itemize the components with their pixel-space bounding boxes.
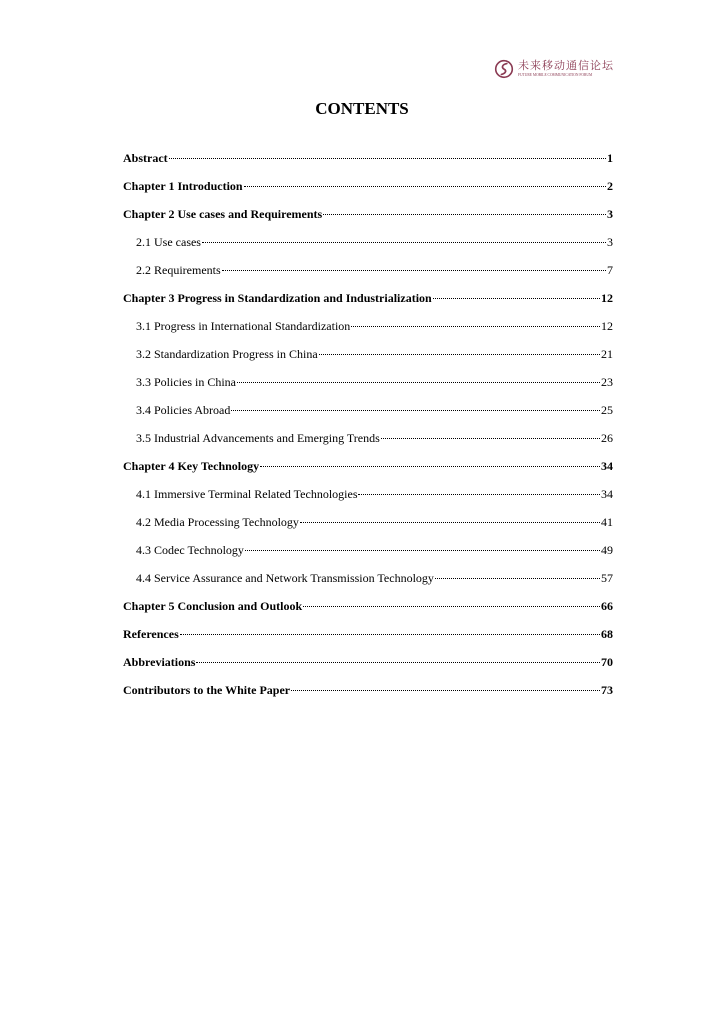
toc-dot-leader — [433, 298, 600, 299]
toc-entry-page-number: 23 — [601, 375, 613, 389]
toc-entry-page-number: 26 — [601, 431, 613, 445]
toc-entry-label: 3.2 Standardization Progress in China — [136, 347, 318, 361]
toc-dot-leader — [169, 158, 606, 159]
toc-entry-page-number: 34 — [601, 487, 613, 501]
toc-entry-page-number: 66 — [601, 599, 613, 613]
toc-entry-label: 4.1 Immersive Terminal Related Technologies — [136, 487, 358, 501]
toc-section-entry[interactable] — [123, 400, 613, 428]
toc-entry-page-number: 34 — [601, 459, 613, 473]
toc-entry-page-number: 3 — [607, 207, 613, 221]
toc-entry-page-number: 25 — [601, 403, 613, 417]
toc-chapter-entry[interactable] — [123, 652, 613, 680]
toc-entry-label: Chapter 2 Use cases and Requirements — [123, 207, 323, 221]
toc-entry-label: 2.2 Requirements — [136, 263, 221, 277]
toc-chapter-entry[interactable] — [123, 204, 613, 232]
toc-entry-page-number: 68 — [601, 627, 613, 641]
toc-dot-leader — [358, 494, 600, 495]
toc-chapter-entry[interactable] — [123, 624, 613, 652]
toc-entry-page-number: 12 — [601, 291, 613, 305]
toc-entry-label: References — [123, 627, 179, 641]
forum-logo-cn-text: 未来移动通信论坛 — [518, 60, 614, 72]
toc-entry-label: 4.4 Service Assurance and Network Transmission Technology — [136, 571, 434, 585]
toc-dot-leader — [237, 382, 600, 383]
toc-dot-leader — [351, 326, 600, 327]
toc-section-entry[interactable] — [123, 568, 613, 596]
forum-logo-icon — [494, 59, 514, 79]
table-of-contents — [123, 148, 613, 708]
toc-entry-label: Chapter 4 Key Technology — [123, 459, 260, 473]
toc-entry-page-number: 49 — [601, 543, 613, 557]
toc-entry-label: 4.2 Media Processing Technology — [136, 515, 299, 529]
toc-section-entry[interactable] — [123, 344, 613, 372]
toc-section-entry[interactable] — [123, 428, 613, 456]
toc-entry-page-number: 73 — [601, 683, 613, 697]
toc-section-entry[interactable] — [123, 232, 613, 260]
toc-dot-leader — [435, 578, 600, 579]
toc-section-entry[interactable] — [123, 540, 613, 568]
toc-dot-leader — [303, 606, 600, 607]
toc-dot-leader — [300, 522, 600, 523]
toc-entry-label: 3.1 Progress in International Standardization — [136, 319, 351, 333]
toc-dot-leader — [245, 550, 600, 551]
page-title: CONTENTS — [315, 99, 409, 118]
toc-dot-leader — [180, 634, 600, 635]
toc-entry-page-number: 41 — [601, 515, 613, 529]
toc-dot-leader — [222, 270, 606, 271]
toc-entry-label: Chapter 3 Progress in Standardization and Industrialization — [123, 291, 432, 305]
toc-section-entry[interactable] — [123, 512, 613, 540]
toc-dot-leader — [244, 186, 606, 187]
toc-entry-page-number: 57 — [601, 571, 613, 585]
toc-section-entry[interactable] — [123, 372, 613, 400]
toc-dot-leader — [196, 662, 600, 663]
toc-chapter-entry[interactable] — [123, 456, 613, 484]
toc-chapter-entry[interactable] — [123, 288, 613, 316]
toc-chapter-entry[interactable] — [123, 176, 613, 204]
toc-entry-label: 3.5 Industrial Advancements and Emerging Trends — [136, 431, 380, 445]
forum-logo — [494, 59, 614, 81]
toc-entry-label: Chapter 5 Conclusion and Outlook — [123, 599, 303, 613]
toc-entry-label: 4.3 Codec Technology — [136, 543, 244, 557]
toc-dot-leader — [260, 466, 600, 467]
toc-dot-leader — [381, 438, 600, 439]
toc-chapter-entry[interactable] — [123, 148, 613, 176]
toc-entry-page-number: 2 — [607, 179, 613, 193]
toc-entry-page-number: 3 — [607, 235, 613, 249]
toc-section-entry[interactable] — [123, 260, 613, 288]
toc-entry-label: 2.1 Use cases — [136, 235, 201, 249]
toc-dot-leader — [323, 214, 606, 215]
toc-chapter-entry[interactable] — [123, 680, 613, 708]
toc-section-entry[interactable] — [123, 484, 613, 512]
toc-dot-leader — [202, 242, 606, 243]
toc-entry-page-number: 21 — [601, 347, 613, 361]
toc-entry-page-number: 7 — [607, 263, 613, 277]
toc-entry-label: Abstract — [123, 151, 168, 165]
toc-entry-label: Abbreviations — [123, 655, 196, 669]
toc-entry-page-number: 1 — [607, 151, 613, 165]
toc-entry-page-number: 12 — [601, 319, 613, 333]
toc-entry-label: Contributors to the White Paper — [123, 683, 291, 697]
toc-dot-leader — [291, 690, 600, 691]
toc-dot-leader — [231, 410, 600, 411]
toc-chapter-entry[interactable] — [123, 596, 613, 624]
toc-section-entry[interactable] — [123, 316, 613, 344]
toc-dot-leader — [319, 354, 600, 355]
toc-entry-label: 3.4 Policies Abroad — [136, 403, 231, 417]
toc-entry-label: 3.3 Policies in China — [136, 375, 236, 389]
toc-entry-label: Chapter 1 Introduction — [123, 179, 243, 193]
toc-entry-page-number: 70 — [601, 655, 613, 669]
forum-logo-en-text: FUTURE MOBILE COMMUNICATION FORUM — [518, 73, 593, 77]
